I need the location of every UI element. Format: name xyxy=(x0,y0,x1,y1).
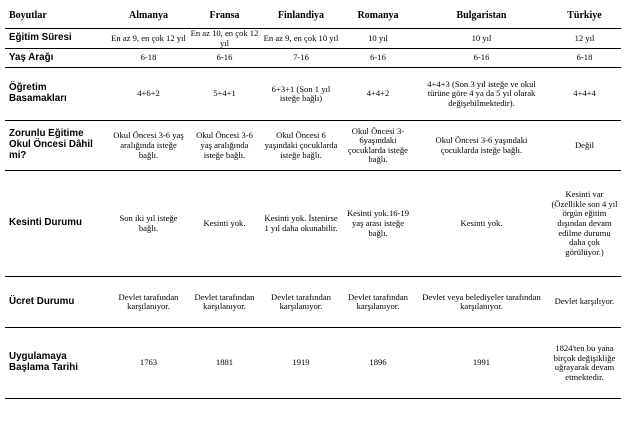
table-row xyxy=(5,121,621,171)
table-cell: 6-16 xyxy=(216,52,233,63)
table-cell: 6-16 xyxy=(370,52,386,63)
table-cell: 1763 xyxy=(139,357,158,368)
table-cell: 6-18 xyxy=(576,52,593,63)
header-country-bulgaristan: Bulgaristan xyxy=(456,10,507,22)
row-label: Yaş Arağı xyxy=(9,51,54,63)
table-cell: Değil xyxy=(574,139,595,150)
row-label: Öğretim Basamakları xyxy=(9,82,67,105)
table-cell: 1896 xyxy=(369,357,387,368)
table-cell: En az 9, en çok 10 yıl xyxy=(263,32,339,43)
table-cell: 6-18 xyxy=(140,52,157,63)
table-cell: Okul Öncesi 6 yaşındaki çocuklarda isteğe bağlı. xyxy=(264,130,338,160)
table-cell: Son iki yıl isteğe bağlı. xyxy=(119,213,178,233)
table-cell: Kesinti yok. xyxy=(203,217,246,228)
table-cell: 12 yıl xyxy=(574,32,595,43)
table-cell: Devlet karşılıyor. xyxy=(554,296,615,307)
table-cell: En az 9, en çok 12 yıl xyxy=(111,32,186,43)
table-cell: 1824'ten bu yana birçok değişikliğe uğrayarak devam etmektedir. xyxy=(553,343,616,382)
table-cell: Okul Öncesi 3-6 yaş aralığında isteğe bağlı. xyxy=(196,130,253,160)
header-country-fransa: Fransa xyxy=(209,10,240,22)
table-header xyxy=(5,4,621,29)
comparison-table xyxy=(5,4,621,399)
table-row xyxy=(5,171,621,277)
header-dimension: Boyutlar xyxy=(9,10,47,22)
table-row xyxy=(5,277,621,328)
table-cell: 4+4+3 (Son 3 yıl isteğe ve okul türüne göre 4 ya da 5 yıl olarak değişebilmektedir). xyxy=(427,78,536,109)
header-country-romanya: Romanya xyxy=(357,10,399,22)
table-cell: Kesinti yok. xyxy=(460,217,503,228)
table-cell: 4+4+4 xyxy=(573,88,596,99)
header-country-finlandiya: Finlandiya xyxy=(277,10,325,22)
table-cell: Okul Öncesi 3-6yaşındaki çocuklarda isteğe bağlı. xyxy=(348,125,408,165)
header-row xyxy=(5,4,621,29)
table-cell: Okul Öncesi 3-6 yaş aralığında isteğe bağlı. xyxy=(113,130,184,160)
table-body xyxy=(5,29,621,399)
table-cell: 5+4+1 xyxy=(213,88,236,99)
table-cell: Devlet tarafından karşılanıyor. xyxy=(348,291,408,312)
table-cell: 6-16 xyxy=(473,52,490,63)
table-cell: 10 yıl xyxy=(471,32,492,43)
table-cell: Devlet veya belediyeler tarafından karşılanıyor. xyxy=(422,291,541,312)
row-label: Zorunlu Eğitime Okul Öncesi Dâhil mi? xyxy=(9,128,93,162)
table-cell: Kesinti yok.16-19 yaş arası isteğe bağlı. xyxy=(346,208,410,238)
table-cell: 6+3+1 (Son 1 yıl isteğe bağlı) xyxy=(271,83,331,104)
table-cell: Okul Öncesi 3-6 yaşındaki çocuklarda isteğe bağlı. xyxy=(435,135,528,155)
table-cell: Devlet tarafından karşılanıyor. xyxy=(118,291,179,312)
table-cell: Kesinti var (Özellikle son 4 yıl örgün eğitim dışından devam edilme durumu daha çok görülüyor.) xyxy=(551,189,618,257)
table-cell: 7-16 xyxy=(293,52,309,63)
table-row xyxy=(5,29,621,49)
table-row xyxy=(5,328,621,399)
row-label: Kesinti Durumu xyxy=(9,217,82,229)
header-country-turkiye: Türkiye xyxy=(567,10,602,22)
table-cell: 1919 xyxy=(292,357,310,368)
table-cell: 10 yıl xyxy=(368,32,388,43)
table-cell: 4+4+2 xyxy=(366,88,390,99)
header-country-almanya: Almanya xyxy=(129,10,168,22)
table-cell: 1881 xyxy=(215,357,234,368)
table-row xyxy=(5,68,621,121)
table-cell: Kesinti yok. İstenirse 1 yıl daha okunabilir. xyxy=(264,213,338,233)
row-label: Ücret Durumu xyxy=(9,295,75,307)
table-cell: 4+6+2 xyxy=(137,88,160,99)
table-cell: Devlet tarafından karşılanıyor. xyxy=(271,291,331,312)
table-row xyxy=(5,49,621,68)
table-cell: 1991 xyxy=(472,357,491,368)
row-label: Uygulamaya Başlama Tarihi xyxy=(9,351,78,374)
row-label: Eğitim Süresi xyxy=(9,32,72,44)
table-cell: En az 10, en çok 12 yıl xyxy=(190,28,259,48)
table-cell: Devlet tarafından karşılanıyor. xyxy=(194,291,255,312)
